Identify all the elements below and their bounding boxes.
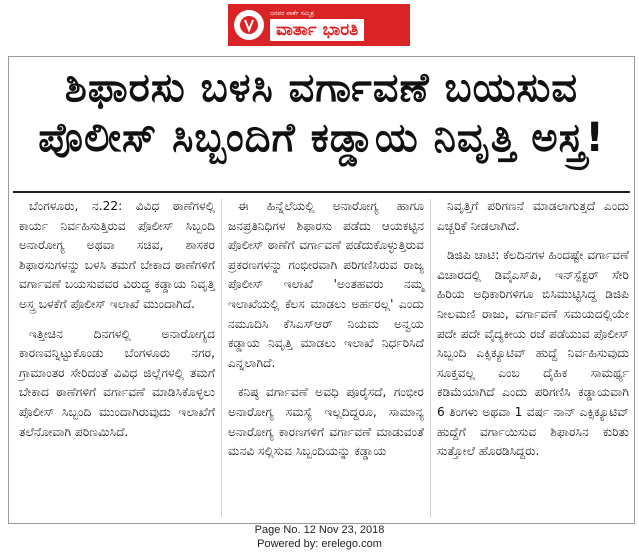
masthead-logo [228, 4, 410, 46]
headline [9, 63, 634, 163]
headline-line-2: ಪೊಲೀಸ್ ಸಿಬ್ಬಂದಿಗೆ ಕಡ್ಡಾಯ ನಿವೃತ್ತಿ ಅಸ್ತ್ರ! [38, 115, 605, 161]
article-paragraph: ಈ ಹಿನ್ನೆಲೆಯಲ್ಲಿ ಅನಾರೋಗ್ಯ ಹಾಗೂ ಜನಪ್ರತಿನಿಧಿಗಳ ಶಿಫಾರಸು ಪಡೆದು ಆಯಕಟ್ಟಿನ ಪೊಲೀಸ್ ಠಾಣೆಗೆ ವರ್ಗಾವಣೆ ಪಡೆದುಕೊಳ್ಳುತ್ತಿರುವ ಪ್ರಕರಣಗಳನ್ನು ಗಂಭೀರವಾಗಿ ಪರಿಗಣಿಸಿರುವ ರಾಜ್ಯ ಪೊಲೀಸ್ ಇಲಾಖೆ 'ಅಂತಹವರು ನಮ್ಮ ಇಲಾಖೆಯಲ್ಲಿ ಕೆಲಸ ಮಾಡಲು ಅರ್ಹರಲ್ಲ' ಎಂದು ನಮೂದಿಸಿ ಕೆಸಿಎಸ್‌ಆರ್ ನಿಯಮ ಅನ್ವಯ ಕಡ್ಡಾಯ ನಿವೃತ್ತಿ ಮಾಡಲು ಇಲಾಖೆ ನಿರ್ಧರಿಸಿದೆ ಎನ್ನಲಾಗಿದೆ. [228, 199, 424, 370]
page-footer [0, 523, 639, 551]
column-divider [430, 199, 431, 517]
article-paragraph: ಕನಿಷ್ಠ ವರ್ಗಾವಣೆ ಅವಧಿ ಪೂರೈಸದೆ, ಗಂಭೀರ ಅನಾರೋಗ್ಯ ಸಮಸ್ಯೆ ಇಲ್ಲದಿದ್ದರೂ, ಸಾಮಾನ್ಯ ಅನಾರೋಗ್ಯ ಕಾರಣಗಳಿಗೆ ವರ್ಗಾವಣೆ ಮಾಡುವಂತೆ ಮನವಿ ಸಲ್ಲಿಸುವ ಸಿಬ್ಬಂದಿಯನ್ನು ಕಡ್ಡಾಯ [228, 385, 424, 459]
article-column-1 [19, 197, 215, 442]
page-info: Page No. 12 Nov 23, 2018 [254, 524, 385, 536]
news-clipping [8, 56, 635, 524]
headline-line-1: ಶಿಫಾರಸು ಬಳಸಿ ವರ್ಗಾವಣೆ ಬಯಸುವ [64, 65, 579, 111]
article-paragraph: ಡಿಜಿಪಿ ಚಾಟಿ: ಕೆಲದಿನಗಳ ಹಿಂದಷ್ಟೇ ವರ್ಗಾವಣೆ ವಿಚಾರದಲ್ಲಿ ಡಿವೈಎಸ್‌ಪಿ, ಇನ್‌ಸ್ಪೆಕ್ಟರ್ ಸೇರಿ ಹಿರಿಯ ಅಧಿಕಾರಿಗಳಿಗೂ ಬಿಸಿಮುಟ್ಟಿಸಿದ್ದ ಡಿಜಿಪಿ ನೀಲಮಣಿ ರಾಜು, ವರ್ಗಾವಣೆ ಸಮಯದಲ್ಲಿಯೇ ಪದೇ ಪದೇ ವೈದ್ಯಕೀಯ ರಜೆ ಪಡೆಯುವ ಪೊಲೀಸ್ ಸಿಬ್ಬಂದಿ ಎಕ್ಸಿಕ್ಯೂಟಿವ್ ಹುದ್ದೆ ನಿರ್ವಹಿಸುವುದು ಸೂಕ್ತವಲ್ಲ ಎಂಬ ದೈಹಿಕ ಸಾಮರ್ಥ್ಯ ಕಡಿಮೆಯಾಗಿದೆ ಎಂದು ಪರಿಗಣಿಸಿ ಕಡ್ಡಾಯವಾಗಿ 6 ತಿಂಗಳು ಅಥವಾ 1 ವರ್ಷ ನಾನ್ ಎಕ್ಸಿಕ್ಯೂಟಿವ್ ಹುದ್ದೆಗೆ ವರ್ಗಾಯಿಸುವ ಶಿಫಾರಸಿನ ಕುರಿತು ಸುತ್ತೋಲೆ ಹೊರಡಿಸಿದ್ದರು. [437, 248, 629, 459]
masthead-tagline: ಜನಪರ ವಾರ್ತೆ ಸಮ್ಮಿಶ್ರ [270, 9, 314, 17]
newspaper-name: ವಾರ್ತಾ ಭಾರತಿ [270, 19, 364, 41]
column-divider [221, 199, 222, 517]
article-paragraph: ನಿವೃತ್ತಿಗೆ ಪರಿಗಣನೆ ಮಾಡಲಾಗುತ್ತದೆ ಎಂದು ಎಚ್ಚರಿಕೆ ನೀಡಲಾಗಿದೆ. [437, 199, 629, 233]
headline-divider [13, 191, 630, 193]
article-paragraph: ಬೆಂಗಳೂರು, ನ.22: ವಿವಿಧ ಠಾಣೆಗಳಲ್ಲಿ ಕಾರ್ಯ ನಿರ್ವಹಿಸುತ್ತಿರುವ ಪೊಲೀಸ್ ಸಿಬ್ಬಂದಿ ಅನಾರೋಗ್ಯ ಅಥವಾ ಸಚಿವ, ಶಾಸಕರ ಶಿಫಾರಸುಗಳನ್ನು ಬಳಸಿ ತಮಗೆ ಬೇಕಾದ ಠಾಣೆಗಳಿಗೆ ವರ್ಗಾವಣೆ ಬಯಸುವವರ ವಿರುದ್ಧ ಕಡ್ಡಾಯ ನಿವೃತ್ತಿ ಅಸ್ತ್ರ ಬಳಕೆಗೆ ಪೊಲೀಸ್ ಇಲಾಖೆ ಮುಂದಾಗಿದೆ. [19, 199, 215, 311]
logo-emblem-icon [234, 10, 264, 40]
article-paragraph: ಇತ್ತೀಚಿನ ದಿನಗಳಲ್ಲಿ ಅನಾರೋಗ್ಯದ ಕಾರಣವನ್ನಿಟ್ಟುಕೊಂಡು ಬೆಂಗಳೂರು ನಗರ, ಗ್ರಾಮಾಂತರ ಸೇರಿದಂತೆ ವಿವಿಧ ಜಿಲ್ಲೆಗಳಲ್ಲಿ ತಮಗೆ ಬೇಕಾದ ಠಾಣೆಗಳಿಗೆ ವರ್ಗಾವಣೆ ಮಾಡಿಸಿಕೊಳ್ಳಲು ಪೊಲೀಸ್ ಸಿಬ್ಬಂದಿ ಮುಂದಾಗಿರುವುದು ಇಲಾಖೆಗೆ ತಲೆನೋವಾಗಿ ಪರಿಣಮಿಸಿದೆ. [19, 326, 215, 439]
article-column-3 [437, 197, 629, 462]
powered-by-link[interactable]: Powered by: erelego.com [257, 538, 382, 550]
article-column-2 [228, 197, 424, 462]
